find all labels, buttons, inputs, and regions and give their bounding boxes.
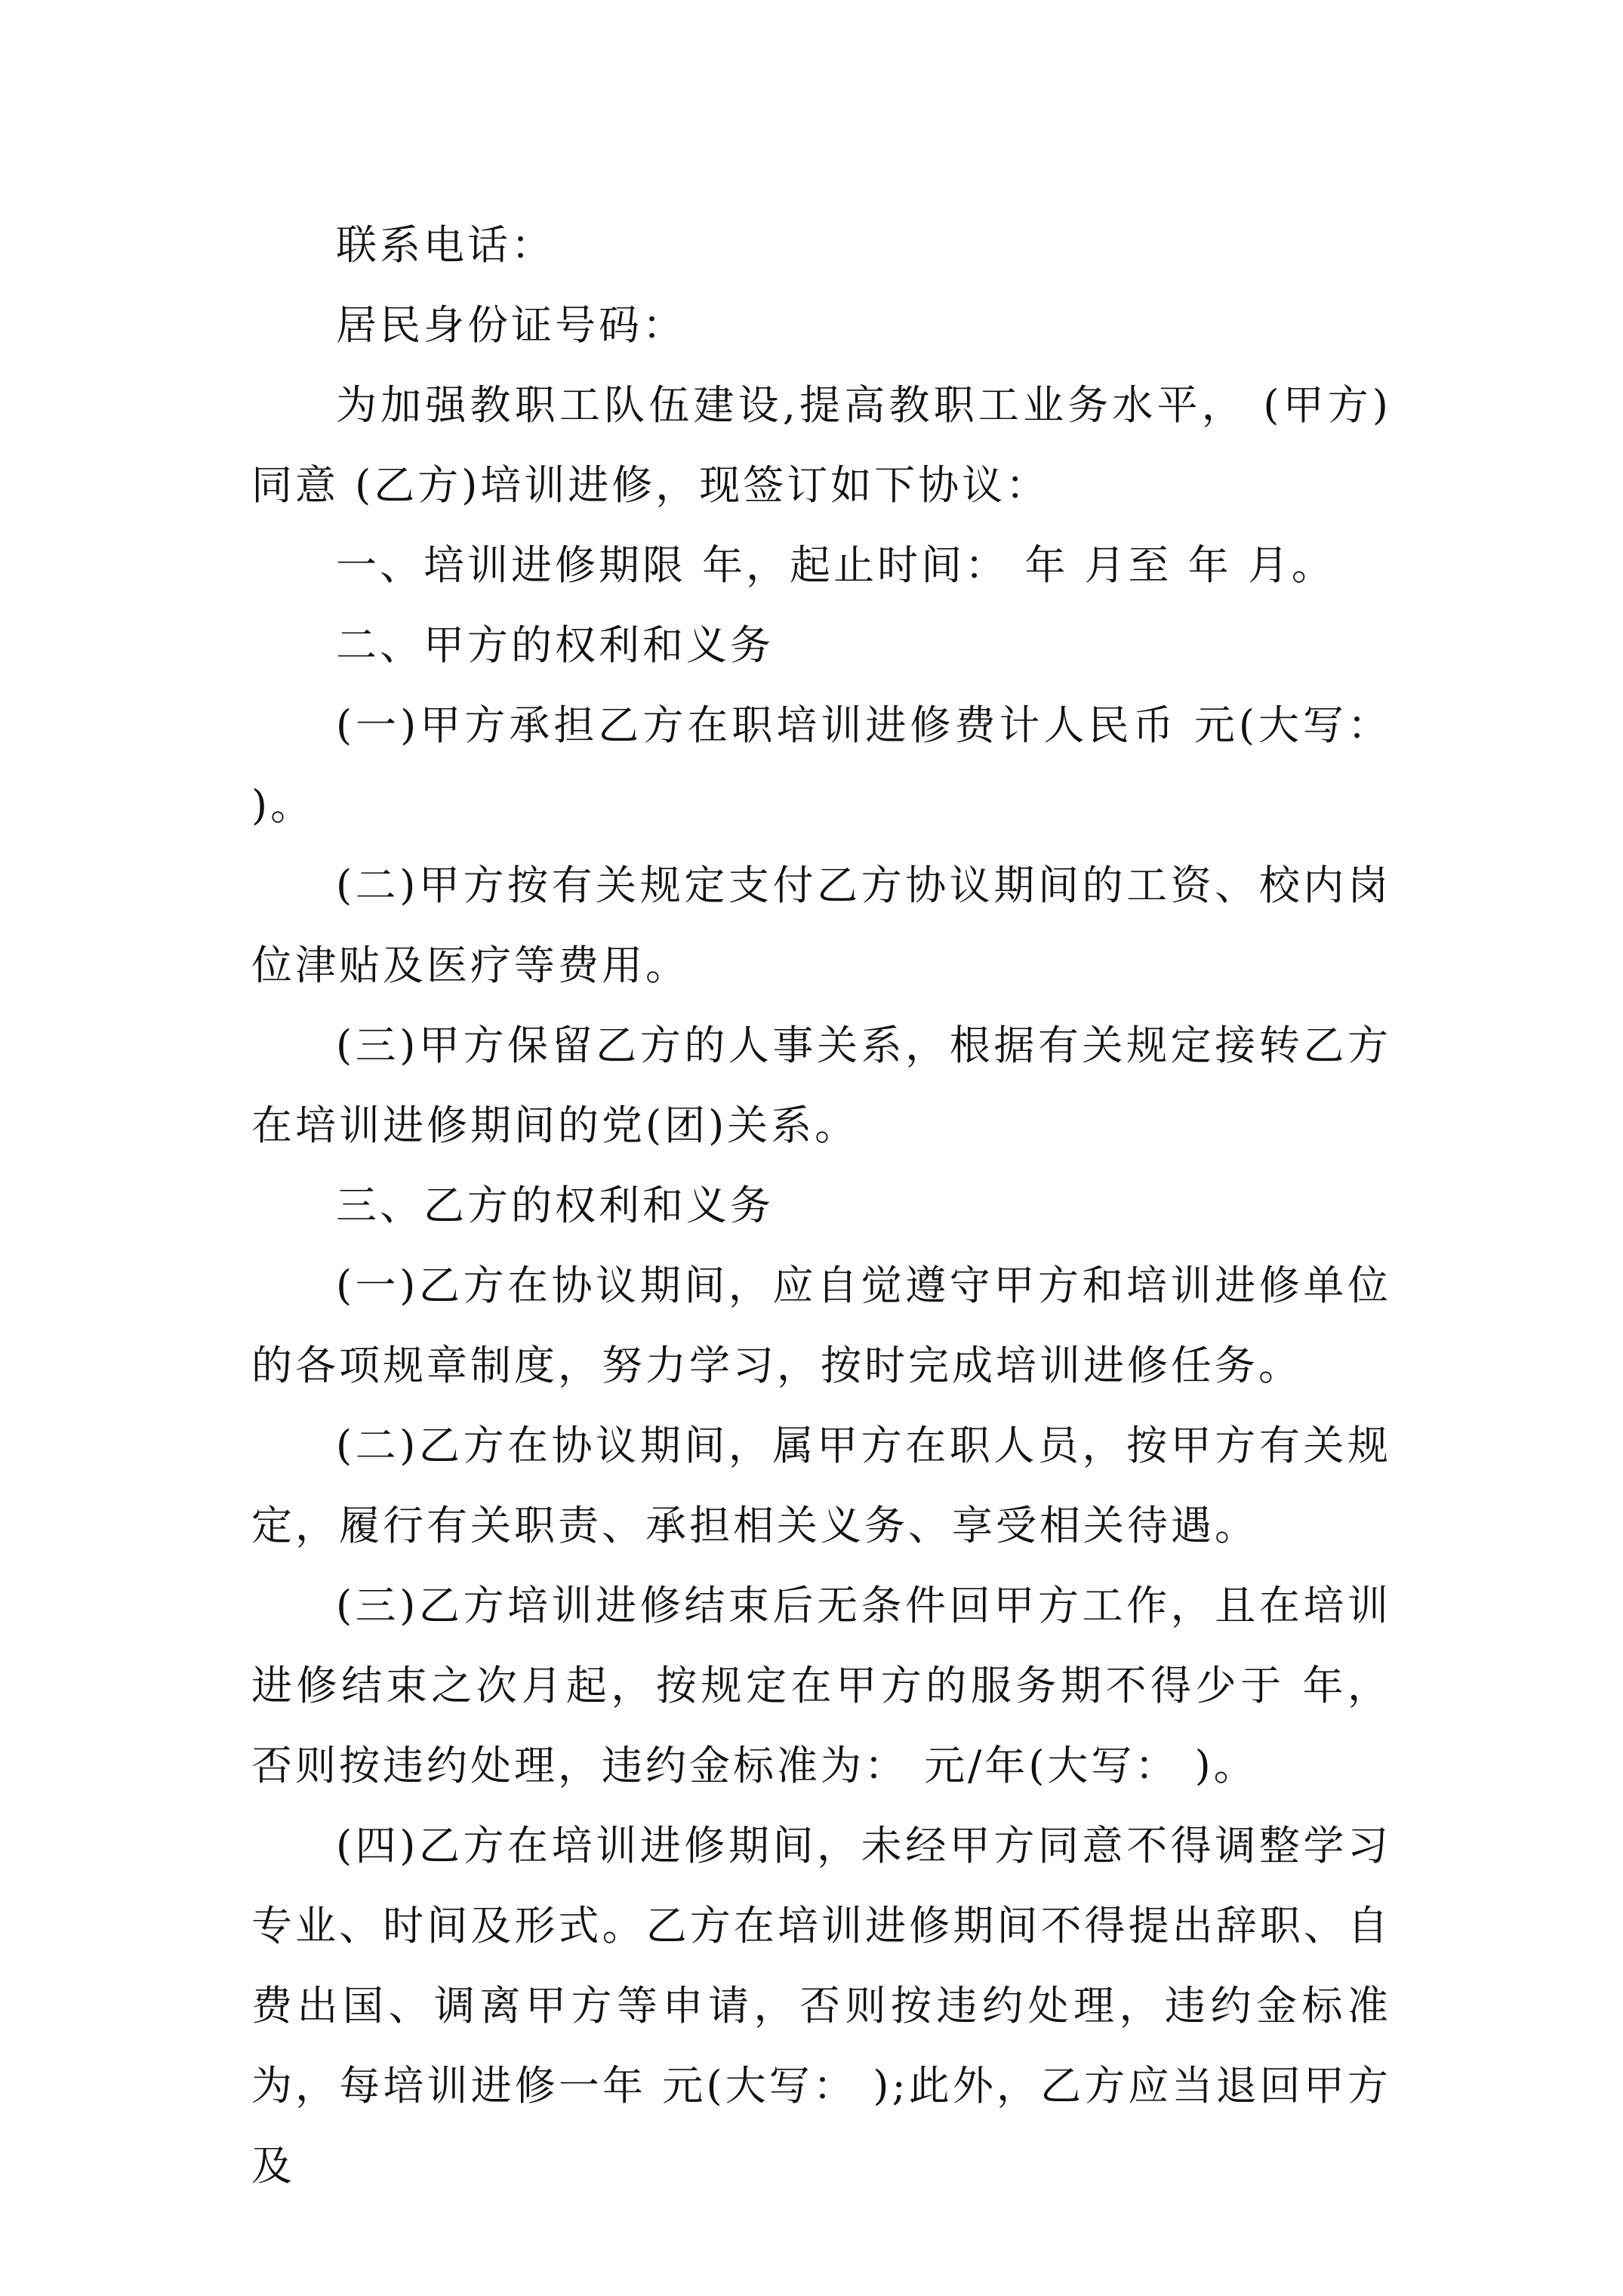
clause-3-1: (一)乙方在协议期间，应自觉遵守甲方和培训进修单位的各项规章制度，努力学习，按时完成培训进修任务。 xyxy=(251,1262,1391,1389)
clause-2-2: (二)甲方按有关规定支付乙方协议期间的工资、校内岗位津贴及医疗等费用。 xyxy=(251,861,1391,989)
id-number-line: 居民身份证号码： xyxy=(336,301,686,349)
document-body xyxy=(251,205,1391,2206)
clause-2-3: (三)甲方保留乙方的人事关系，根据有关规定接转乙方在培训进修期间的党(团)关系。 xyxy=(251,1022,1391,1149)
contact-phone-line: 联系电话： xyxy=(336,221,555,269)
section-2-heading: 二、甲方的权利和义务 xyxy=(336,621,774,669)
clause-2-1: (一)甲方承担乙方在职培训进修费计人民币 元(大写： )。 xyxy=(251,701,1391,829)
clause-3-4: (四)乙方在培训进修期间，未经甲方同意不得调整学习专业、时间及形式。乙方在培训进修期间不得提出辞职、自费出国、调离甲方等申请，否则按违约处理，违约金标准为，每培训进修一年 元(大写： );此外，乙方应当退回甲方及 xyxy=(251,1822,1391,2190)
clause-3-2: (二)乙方在协议期间，属甲方在职人员，按甲方有关规定，履行有关职责、承担相关义务、享受相关待遇。 xyxy=(251,1422,1391,1549)
section-3-heading: 三、乙方的权利和义务 xyxy=(336,1182,774,1229)
clause-1-training-period: 一、培训进修期限 年，起止时间： 年 月至 年 月。 xyxy=(336,541,1335,589)
preamble-paragraph: 为加强教职工队伍建设,提高教职工业务水平， (甲方)同意 (乙方)培训进修，现签订如下协议： xyxy=(251,381,1391,509)
clause-3-3: (三)乙方培训进修结束后无条件回甲方工作，且在培训进修结束之次月起，按规定在甲方的服务期不得少于 年，否则按违约处理，违约金标准为： 元/年(大写： )。 xyxy=(251,1582,1391,1789)
